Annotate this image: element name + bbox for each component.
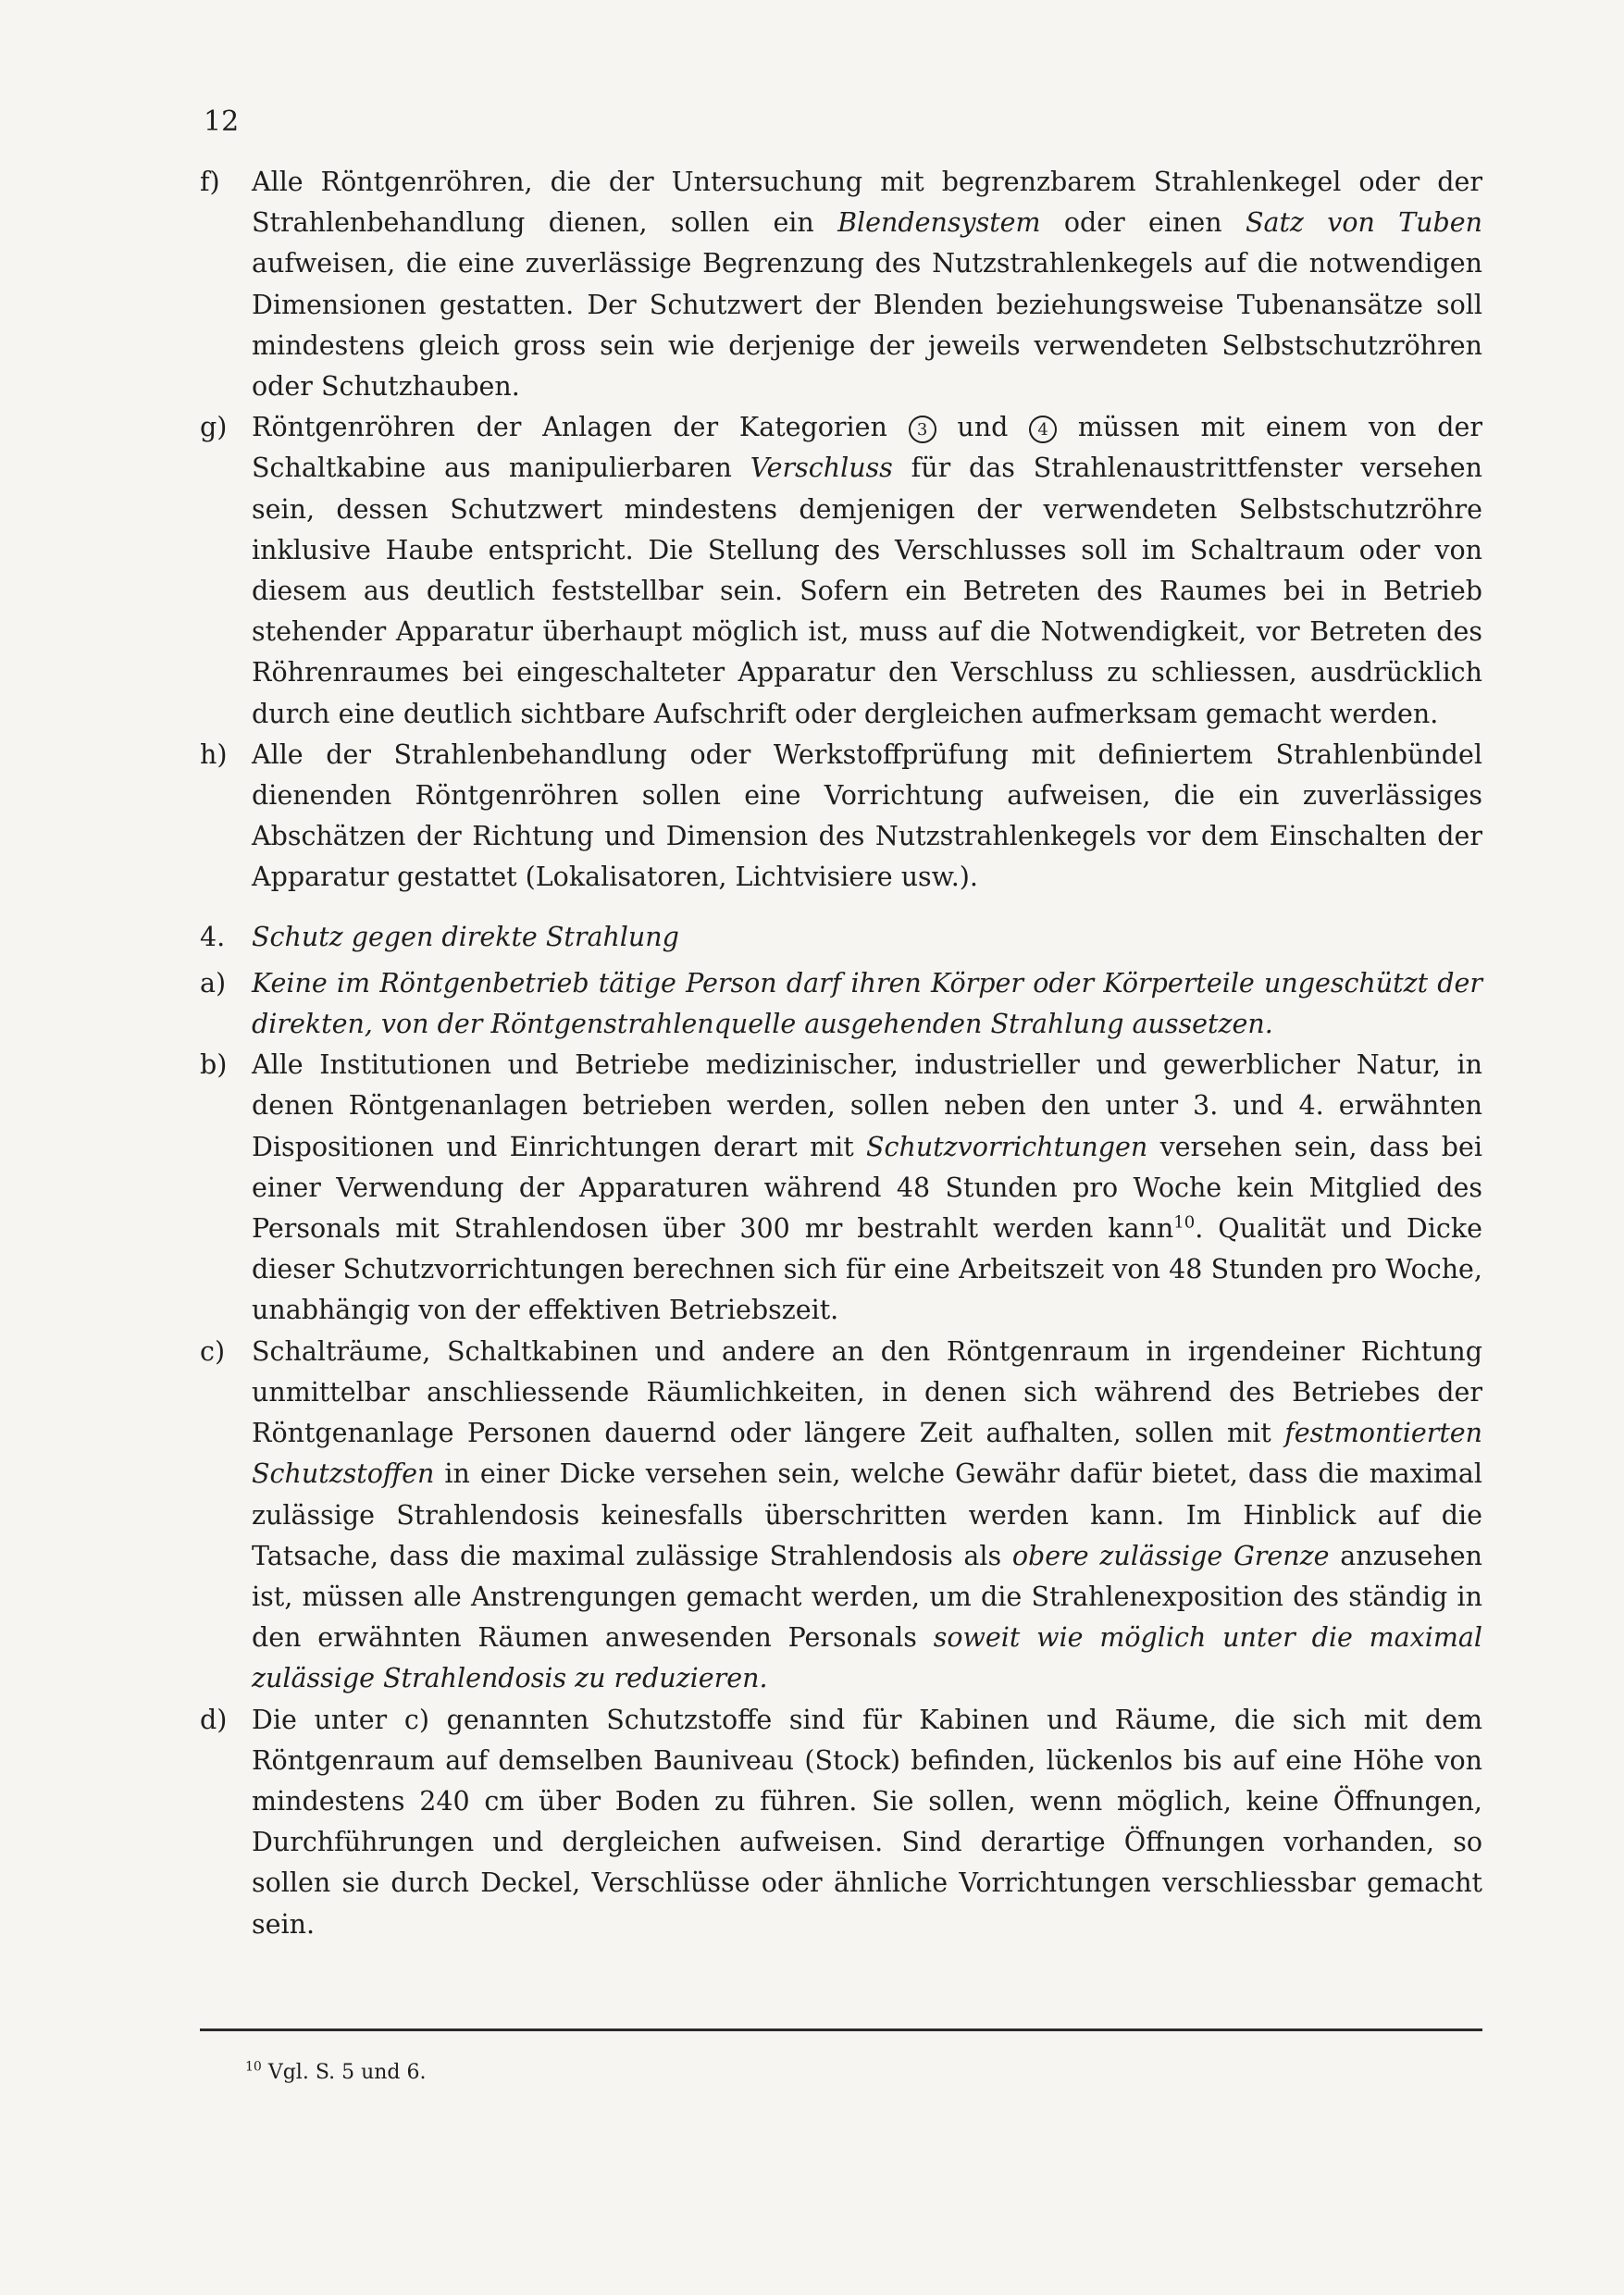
- section-title: Schutz gegen direkte Strahlung: [252, 921, 679, 952]
- footnote: [245, 2059, 427, 2087]
- emphasis-text: Blendensystem: [837, 207, 1041, 239]
- text-run: Alle Institutionen und Betriebe medizinischer, industrieller und gewerblicher Natur, in denen Röntgenanlagen betrieben werden, sollen neben den unter 3. und 4. erwähnten Dispositionen und Einrichtungen derart mit: [252, 1049, 1482, 1162]
- item-text: [252, 735, 1482, 899]
- text-run: aufweisen, die eine zuverlässige Begrenzung des Nutzstrahlenkegels auf die notwendigen Dimensionen gestatten. Der Schutzwert der Blenden beziehungsweise Tubenansätze soll mindestens gleich gross sein wie derjenige der jeweils verwendeten Selbstschutzröhren oder Schutzhauben.: [252, 248, 1482, 403]
- footnote-text: Vgl. S. 5 und 6.: [267, 2061, 427, 2084]
- text-run: . Qualität und Dicke dieser Schutzvorrichtungen berechnen sich für eine Arbeitszeit von 48 Stunden pro Woche, unabhängig von der effektiven Betriebszeit.: [252, 1213, 1482, 1326]
- list-item: [200, 162, 1482, 407]
- item-marker: g): [200, 412, 228, 443]
- text-run: oder einen: [1040, 207, 1246, 239]
- text-run: Alle der Strahlenbehandlung oder Werkstoffprüfung mit definiertem Strahlenbündel dienenden Röntgenröhren sollen eine Vorrichtung aufweisen, die ein zuverlässiges Abschätzen der Richtung und Dimension des Nutzstrahlenkegels vor dem Einschalten der Apparatur gestattet (Lokalisatoren, Lichtvisiere usw.).: [252, 738, 1482, 893]
- footnote-ref: 10: [1173, 1212, 1196, 1233]
- text-run: Alle Röntgenröhren, die der Untersuchung mit begrenzbarem Strahlenkegel oder der Strahlenbehandlung dienen, sollen ein: [252, 167, 1482, 239]
- list-f-to-h: [200, 162, 1482, 899]
- page-number: 12: [204, 105, 240, 138]
- item-marker: f): [200, 167, 220, 197]
- item-text: [252, 963, 1482, 1045]
- emphasis-text: obere zulässige Grenze: [1011, 1540, 1330, 1571]
- item-text: [252, 162, 1482, 407]
- item-text: [252, 1700, 1482, 1945]
- text-run: Die unter c) genannten Schutzstoffe sind für Kabinen und Räume, die sich mit dem Röntgenraum auf demselben Bauniveau (Stock) befinden, lückenlos bis auf eine Höhe von mindestens 240 cm über Boden zu führen. Sie sollen, wenn möglich, keine Öffnungen, Durchführungen und dergleichen aufweisen. Sind derartige Öffnungen vorhanden, so sollen sie durch Deckel, Verschlüsse oder ähnliche Vorrichtungen verschliessbar gemacht sein.: [252, 1704, 1482, 1940]
- list-item: [200, 1045, 1482, 1331]
- item-marker: c): [200, 1335, 226, 1367]
- category-circle-icon: 3: [909, 416, 936, 443]
- item-text: [252, 1332, 1482, 1700]
- list-item: [200, 735, 1482, 899]
- emphasis-text: Keine im Röntgenbetrieb tätige Person darf ihren Körper oder Körperteile ungeschützt der direkten, von der Röntgenstrahlenquelle ausgehenden Strahlung aussetzen.: [252, 967, 1482, 1040]
- list-a-to-d: [200, 963, 1482, 1945]
- item-marker: h): [200, 738, 228, 770]
- list-item: [200, 963, 1482, 1045]
- text-run: für das Strahlenaustrittfenster versehen sein, dessen Schutzwert mindestens demjenigen der verwendeten Selbstschutzröhre inklusive Haube entspricht. Die Stellung des Verschlusses soll im Schaltraum oder von diesem aus deutlich feststellbar sein. Sofern ein Betreten des Raumes bei in Betrieb stehender Apparatur überhaupt möglich ist, muss auf die Notwendigkeit, vor Betreten des Röhrenraumes bei eingeschalteter Apparatur den Verschluss zu schliessen, ausdrücklich durch eine deutlich sichtbare Aufschrift oder dergleichen aufmerksam gemacht werden.: [252, 453, 1482, 729]
- text-run: und: [936, 412, 1030, 443]
- emphasis-text: soweit wie möglich unter die maximal zulässige Strahlendosis zu reduzieren.: [252, 1622, 1482, 1694]
- item-text: [252, 407, 1482, 735]
- footnote-number: 10: [245, 2059, 262, 2075]
- item-marker: b): [200, 1049, 228, 1081]
- item-marker: a): [200, 967, 227, 999]
- list-item: [200, 1332, 1482, 1700]
- text-run: Röntgenröhren der Anlagen der Kategorien: [252, 412, 909, 443]
- text-run: in einer Dicke versehen sein, welche Gewähr dafür bietet, dass die maximal zulässige Strahlendosis keinesfalls überschritten werden kann. Im Hinblick auf die Tatsache, dass die maximal zulässige Strahlendosis als: [252, 1458, 1482, 1571]
- category-circle-icon: 4: [1029, 416, 1057, 443]
- emphasis-text: Schutzvorrichtungen: [866, 1131, 1148, 1162]
- emphasis-text: Satz von Tuben: [1245, 207, 1482, 239]
- footnote-divider: [200, 2028, 1482, 2031]
- emphasis-text: festmontierten Schutzstoffen: [252, 1418, 1482, 1490]
- list-item: [200, 407, 1482, 735]
- section-heading: [200, 917, 1482, 958]
- emphasis-text: Verschluss: [750, 453, 893, 484]
- main-text: [200, 162, 1482, 1945]
- text-run: Schalträume, Schaltkabinen und andere an den Röntgenraum in irgendeiner Richtung unmittelbar anschliessende Räumlichkeiten, in denen sich während des Betriebes der Röntgenanlage Personen dauernd oder längere Zeit aufhalten, sollen mit: [252, 1335, 1482, 1449]
- item-marker: d): [200, 1704, 228, 1735]
- list-item: [200, 1700, 1482, 1945]
- text-run: versehen sein, dass bei einer Verwendung der Apparaturen während 48 Stunden pro Woche kein Mitglied des Personals mit Strahlendosen über 300 mr bestrahlt werden kann: [252, 1131, 1482, 1245]
- item-text: [252, 1045, 1482, 1331]
- section-number: 4.: [200, 921, 226, 952]
- text-run: müssen mit einem von der Schaltkabine aus manipulierbaren: [252, 412, 1482, 484]
- text-run: anzusehen ist, müssen alle Anstrengungen gemacht werden, um die Strahlenexposition des ständig in den erwähnten Räumen anwesenden Personals: [252, 1540, 1482, 1654]
